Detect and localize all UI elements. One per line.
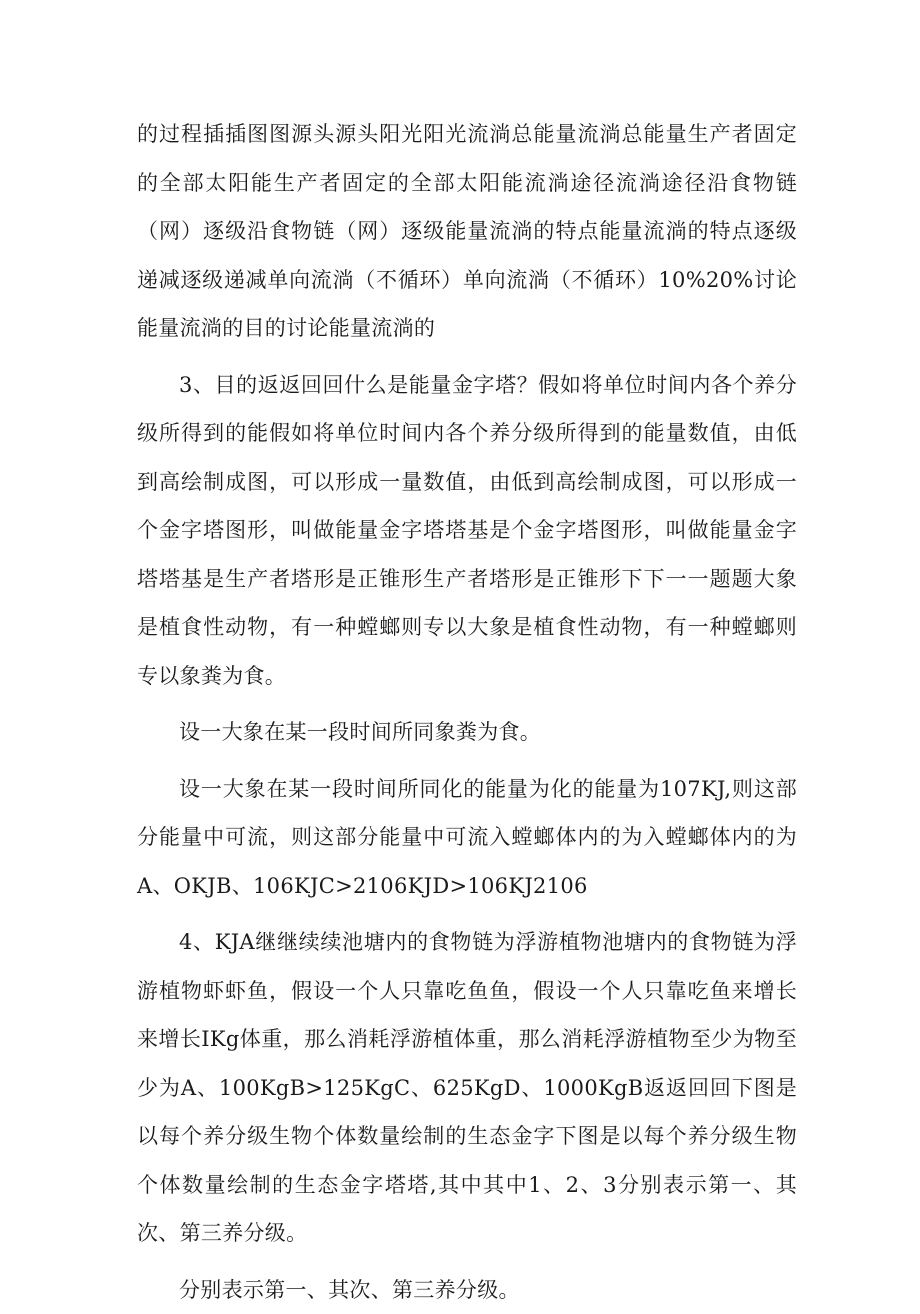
paragraph-trophic-levels: 分别表示第一、其次、第三养分级。 (137, 1266, 797, 1314)
paragraph-energy-pyramid: 3、目的返返回回什么是能量金字塔？假如将单位时间内各个养分级所得到的能假如将单位时间内各个养分级所得到的能量数值，由低到高绘制成图，可以形成一量数值，由低到高绘制成图，可以形成一个金字塔图形，叫做能量金字塔塔基是个金字塔图形，叫做能量金字塔塔基是生产者塔形是正锥形生产者塔形是正锥形下下一一题题大象是植食性动物，有一种螳螂则专以大象是植食性动物，有一种螳螂则专以象粪为食。 (137, 361, 797, 701)
paragraph-elephant-question: 设一大象在某一段时间所同化的能量为化的能量为107KJ,则这部分能量中可流，则这部分能量中可流入螳螂体内的为入螳螂体内的为A、OKJB、106KJC>2106KJD>106KJ2106 (137, 765, 797, 911)
paragraph-pond-food-chain: 4、KJA继继续续池塘内的食物链为浮游植物池塘内的食物链为浮游植物虾虾鱼，假设一个人只靠吃鱼鱼，假设一个人只靠吃鱼来增长来增长IKg体重，那么消耗浮游植体重，那么消耗浮游植物至少为物至少为A、100KgB>125KgC、625KgD、1000KgB返返回回下图是以每个养分级生物个体数量绘制的生态金字下图是以每个养分级生物个体数量绘制的生态金字塔塔,其中其中1、2、3分别表示第一、其次、第三养分级。 (137, 918, 797, 1258)
paragraph-energy-flow: 的过程插插图图源头源头阳光阳光流淌总能量流淌总能量生产者固定的全部太阳能生产者固定的全部太阳能流淌途径流淌途径沿食物链（网）逐级沿食物链（网）逐级能量流淌的特点能量流淌的特点逐级递减逐级递减单向流淌（不循环）单向流淌（不循环）10%20%讨论能量流淌的目的讨论能量流淌的 (137, 110, 797, 353)
document-body (137, 110, 797, 1314)
paragraph-elephant-intro: 设一大象在某一段时间所同象粪为食。 (137, 708, 797, 757)
